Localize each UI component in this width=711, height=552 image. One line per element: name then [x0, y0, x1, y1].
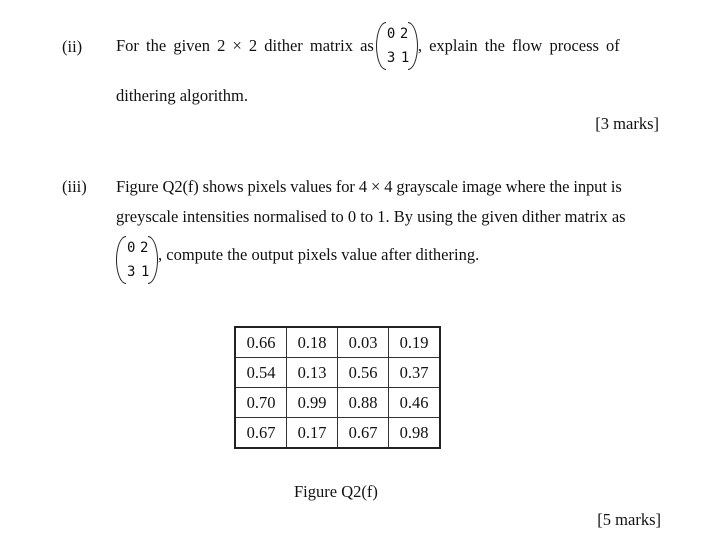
part-iii-label: (iii) [62, 177, 87, 196]
table-cell: 0.19 [389, 327, 441, 358]
dither-matrix-ii [376, 22, 418, 70]
part-ii-question-line2: dithering algorithm. [116, 86, 248, 105]
table-row [235, 327, 440, 358]
figure-caption: Figure Q2(f) [294, 482, 378, 501]
part-iii-text-after: , compute the output pixels value after dithering. [158, 245, 480, 264]
table-cell: 0.88 [338, 388, 389, 418]
matrix-cell: 2 [140, 240, 149, 256]
table-cell: 0.70 [235, 388, 287, 418]
table-cell: 0.56 [338, 358, 389, 388]
table-cell: 0.46 [389, 388, 441, 418]
part-iii-question-line3 [116, 236, 479, 284]
table-row [235, 388, 440, 418]
part-ii-question-line1 [116, 22, 620, 70]
matrix-cell: 3 [127, 264, 136, 280]
table-cell: 0.98 [389, 418, 441, 449]
table-cell: 0.37 [389, 358, 441, 388]
matrix-cell: 1 [400, 50, 410, 66]
left-paren [116, 236, 126, 284]
table-cell: 0.13 [287, 358, 338, 388]
table-row [235, 418, 440, 449]
part-ii-marks: [3 marks] [595, 114, 659, 133]
part-iii-question-line1: Figure Q2(f) shows pixels values for 4 × 4 grayscale image where the input is [116, 177, 622, 196]
right-paren [148, 236, 158, 284]
table-row [235, 358, 440, 388]
table-cell: 0.66 [235, 327, 287, 358]
part-iii-marks: [5 marks] [597, 510, 661, 529]
table-cell: 0.18 [287, 327, 338, 358]
matrix-cell: 1 [141, 264, 150, 280]
right-paren [408, 22, 418, 70]
table-cell: 0.03 [338, 327, 389, 358]
matrix-cell: 0 [386, 26, 396, 42]
part-ii-text-before: For the given 2 × 2 dither matrix as [116, 36, 374, 55]
dither-matrix-iii [116, 236, 158, 284]
pixel-values-table [234, 326, 441, 449]
part-ii-text-after: , explain the flow process of [417, 36, 620, 55]
table-cell: 0.67 [338, 418, 389, 449]
part-iii-question-line2: greyscale intensities normalised to 0 to 1. By using the given dither matrix as [116, 207, 626, 226]
matrix-cell: 3 [386, 50, 396, 66]
matrix-cell: 2 [399, 26, 409, 42]
table-cell: 0.99 [287, 388, 338, 418]
left-paren [376, 22, 386, 70]
table-cell: 0.54 [235, 358, 287, 388]
matrix-cell: 0 [127, 240, 136, 256]
part-ii-label: (ii) [62, 37, 83, 56]
table-cell: 0.17 [287, 418, 338, 449]
table-cell: 0.67 [235, 418, 287, 449]
